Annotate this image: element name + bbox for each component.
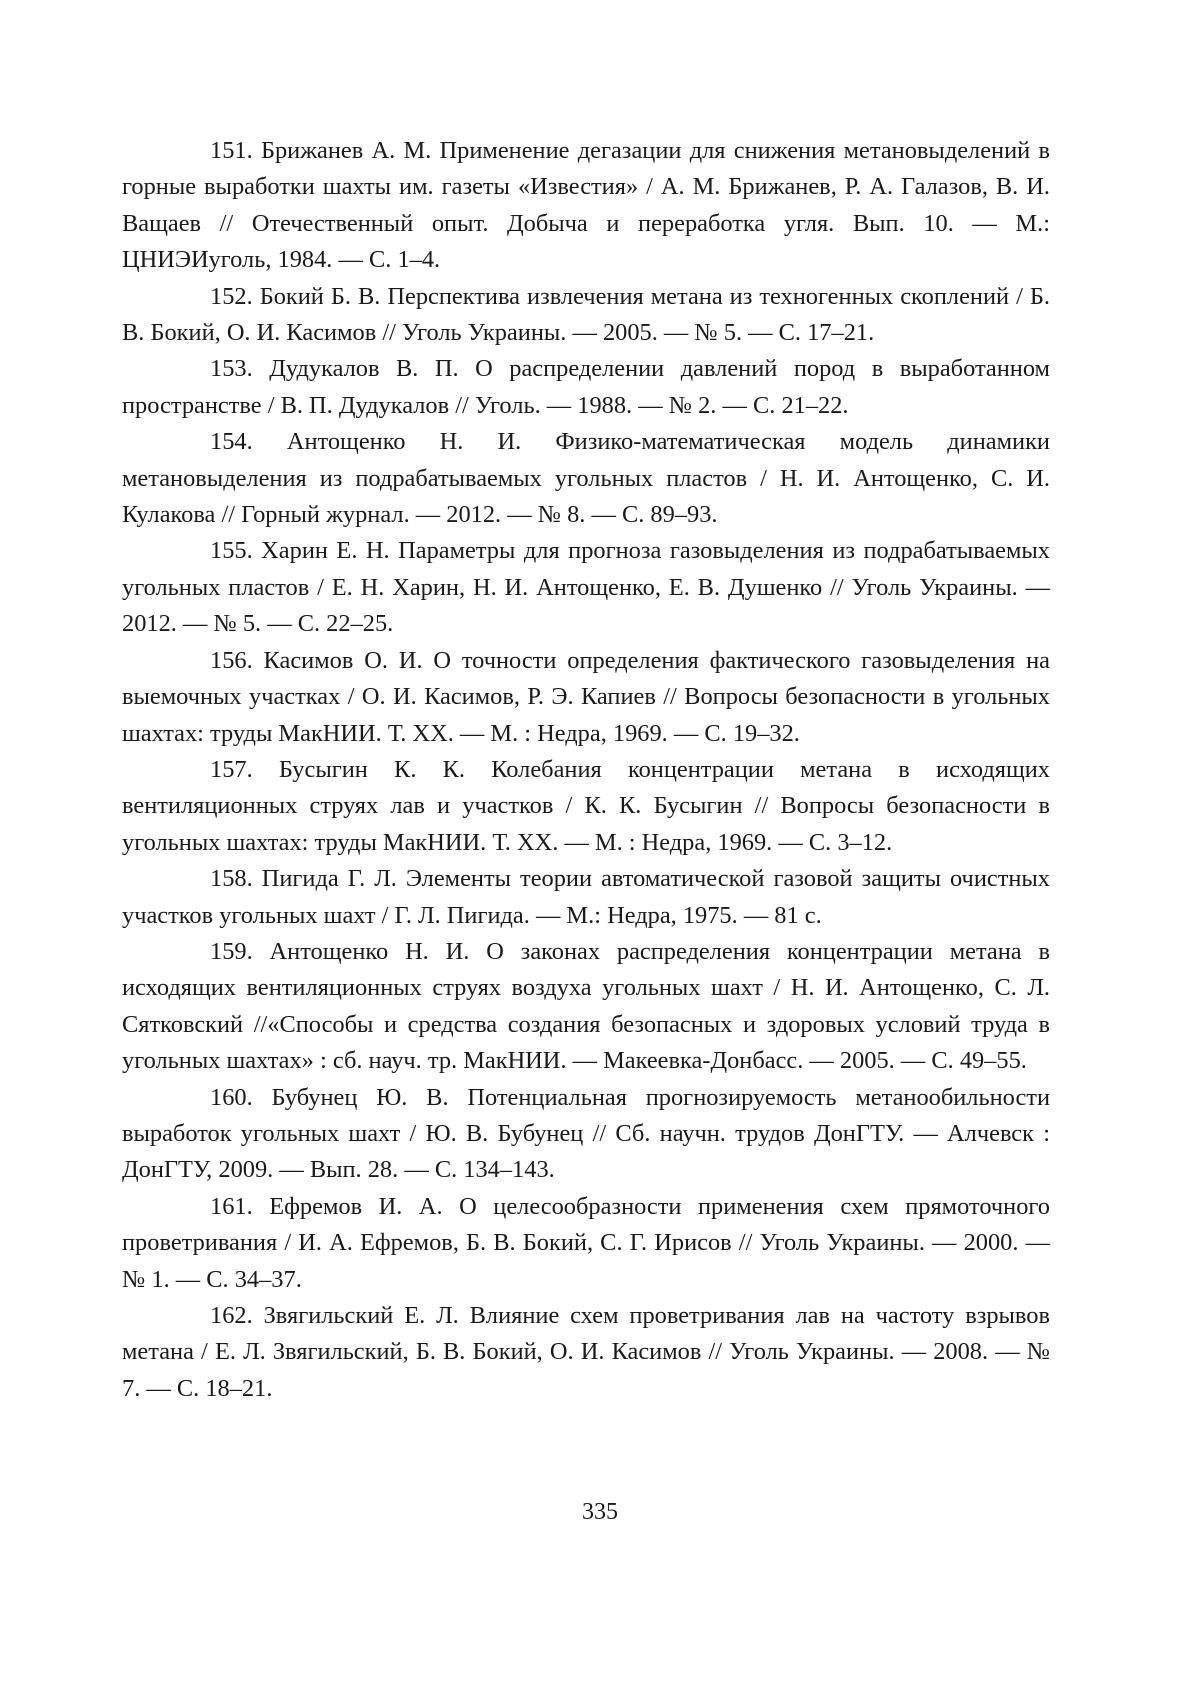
reference-entry-162: 162. Звягильский Е. Л. Влияние схем проветривания лав на частоту взрывов метана / Е. Л. Звягильский, Б. В. Бокий, О. И. Касимов // Уголь Украины. — 2008. — № 7. — С. 18–21. xyxy=(122,1302,1050,1402)
reference-entry-157: 157. Бусыгин К. К. Колебания концентрации метана в исходящих вентиляционных струях лав и участков / К. К. Бусыгин // Вопросы безопасности в угольных шахтах: труды МакНИИ. Т. XX. — М. : Недра, 1969. — С. 3–12. xyxy=(122,755,1050,856)
reference-entry-160: 160. Бубунец Ю. В. Потенциальная прогнозируемость метанообильности выработок угольных шахт / Ю. В. Бубунец // Сб. научн. трудов ДонГТУ. — Алчевск : ДонГТУ, 2009. — Вып. 28. — С. 134–143. xyxy=(122,1083,1050,1184)
reference-entry-152: 152. Бокий Б. В. Перспектива извлечения метана из техногенных скоплений / Б. В. Бокий, О. И. Касимов // Уголь Украины. — 2005. — № 5. — С. 17–21. xyxy=(122,282,1050,347)
reference-entry-154: 154. Антощенко Н. И. Физико-математическая модель динамики метановыделения из подрабатываемых угольных пластов / Н. И. Антощенко, С. И. Кулакова // Горный журнал. — 2012. — № 8. — С. 89–93. xyxy=(122,428,1050,529)
reference-list xyxy=(122,133,1050,1407)
page-number: 335 xyxy=(582,1499,618,1525)
reference-entry-158: 158. Пигида Г. Л. Элементы теории автоматической газовой защиты очистных участков угольных шахт / Г. Л. Пигида. — М.: Недра, 1975. — 81 с. xyxy=(122,865,1050,929)
reference-entry-155: 155. Харин Е. Н. Параметры для прогноза газовыделения из подрабатываемых угольных пластов / Е. Н. Харин, Н. И. Антощенко, Е. В. Душенко // Уголь Украины. — 2012. — № 5. — С. 22–25. xyxy=(122,537,1050,638)
reference-entry-151: 151. Брижанев А. М. Применение дегазации для снижения метановыделений в горные выработки шахты им. газеты «Известия» / А. М. Брижанев, Р. А. Галазов, В. И. Ващаев // Отечественный опыт. Добыча и переработка угля. Вып. 10. — М.: ЦНИЭИуголь, 1984. — С. 1–4. xyxy=(122,137,1050,274)
reference-entry-159: 159. Антощенко Н. И. О законах распределения концентрации метана в исходящих вентиляционных струях воздуха угольных шахт / Н. И. Антощенко, С. Л. Сятковский //«Способы и средства создания безопасных и здоровых условий труда в угольных шахтах» : сб. науч. тр. МакНИИ. — Макеевка-Донбасс. — 2005. — С. 49–55. xyxy=(122,937,1050,1075)
reference-entry-161: 161. Ефремов И. А. О целесообразности применения схем прямоточного проветривания / И. А. Ефремов, Б. В. Бокий, С. Г. Ирисов // Уголь Украины. — 2000. — № 1. — С. 34–37. xyxy=(122,1192,1050,1293)
reference-entry-153: 153. Дудукалов В. П. О распределении давлений пород в выработанном пространстве / В. П. Дудукалов // Уголь. — 1988. — № 2. — С. 21–22. xyxy=(122,355,1050,419)
reference-entry-156: 156. Касимов О. И. О точности определения фактического газовыделения на выемочных участках / О. И. Касимов, Р. Э. Капиев // Вопросы безопасности в угольных шахтах: труды МакНИИ. Т. XX. — М. : Недра, 1969. — С. 19–32. xyxy=(122,646,1050,747)
